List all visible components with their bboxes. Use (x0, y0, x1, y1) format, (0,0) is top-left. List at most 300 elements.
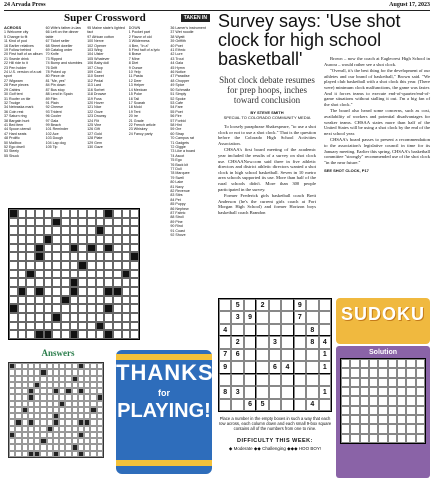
crossword-cell[interactable] (104, 322, 113, 331)
crossword-cell[interactable] (9, 235, 18, 244)
sudoku-cell[interactable] (244, 386, 256, 398)
crossword-cell[interactable] (96, 244, 105, 253)
crossword-cell[interactable] (87, 304, 96, 313)
crossword-cell[interactable] (61, 218, 70, 227)
crossword-cell[interactable] (52, 330, 61, 339)
crossword-cell[interactable] (104, 252, 113, 261)
crossword-cell[interactable] (78, 313, 87, 322)
crossword-cell[interactable] (96, 278, 105, 287)
crossword-cell[interactable] (122, 209, 131, 218)
crossword-cell[interactable] (130, 235, 139, 244)
sudoku-cell[interactable] (281, 311, 293, 323)
crossword-cell[interactable] (130, 330, 139, 339)
sudoku-cell[interactable] (306, 311, 318, 323)
crossword-cell[interactable] (61, 304, 70, 313)
crossword-cell[interactable] (130, 270, 139, 279)
crossword-cell[interactable] (18, 218, 27, 227)
crossword-cell[interactable] (87, 209, 96, 218)
crossword-cell[interactable] (87, 313, 96, 322)
crossword-cell[interactable] (35, 209, 44, 218)
crossword-cell[interactable] (35, 313, 44, 322)
crossword-clue: 60 Wife's father-in-law (45, 26, 82, 30)
crossword-cell[interactable] (61, 252, 70, 261)
crossword-cell[interactable] (122, 218, 131, 227)
crossword-cell[interactable] (52, 278, 61, 287)
crossword-grid[interactable] (8, 208, 140, 340)
crossword-cell[interactable] (18, 270, 27, 279)
banner-stripe (116, 354, 212, 360)
crossword-cell[interactable] (87, 322, 96, 331)
crossword-cell[interactable] (61, 287, 70, 296)
solution-cell (360, 424, 369, 433)
crossword-cell[interactable] (113, 218, 122, 227)
sudoku-cell[interactable] (244, 361, 256, 373)
crossword-cell[interactable] (87, 278, 96, 287)
crossword-cell[interactable] (9, 261, 18, 270)
clue-column (170, 26, 210, 238)
crossword-cell[interactable] (44, 226, 53, 235)
crossword-clue: 27 Wigwam (4, 78, 23, 83)
sudoku-cell[interactable] (231, 361, 243, 373)
crossword-clue: 74 Ascot (170, 153, 185, 158)
crossword-cell[interactable] (122, 296, 131, 305)
crossword-cell[interactable] (18, 322, 27, 331)
crossword-cell[interactable] (44, 252, 53, 261)
crossword-cell[interactable] (130, 218, 139, 227)
crossword-cell[interactable] (70, 313, 79, 322)
crossword-cell[interactable] (122, 252, 131, 261)
sudoku-cell[interactable] (281, 374, 293, 386)
crossword-cell[interactable] (52, 252, 61, 261)
crossword-cell[interactable] (113, 209, 122, 218)
sudoku-cell[interactable] (256, 361, 268, 373)
crossword-cell[interactable] (61, 244, 70, 253)
solution-cell (350, 424, 359, 433)
crossword-cell[interactable] (61, 278, 70, 287)
crossword-cell[interactable] (104, 235, 113, 244)
crossword-clue: 99 Beach (45, 122, 61, 127)
crossword-cell[interactable] (35, 235, 44, 244)
page-header (0, 0, 434, 11)
crossword-cell (61, 296, 70, 305)
crossword-cell[interactable] (61, 209, 70, 218)
sudoku-cell: 4 (319, 336, 331, 348)
crossword-cell[interactable] (70, 270, 79, 279)
crossword-cell[interactable] (104, 226, 113, 235)
crossword-cell[interactable] (52, 235, 61, 244)
sudoku-cell[interactable] (306, 349, 318, 361)
crossword-cell[interactable] (61, 261, 70, 270)
crossword-cell[interactable] (26, 330, 35, 339)
sudoku-cell[interactable] (294, 349, 306, 361)
crossword-cell[interactable] (104, 278, 113, 287)
crossword-cell[interactable] (70, 252, 79, 261)
article-deck: Shot clock debate resumes for prep hoops, inches toward conclusion (219, 75, 315, 105)
crossword-cell[interactable] (78, 244, 87, 253)
crossword-cell[interactable] (18, 235, 27, 244)
crossword-cell[interactable] (26, 313, 35, 322)
solution-cell (341, 406, 350, 415)
crossword-cell[interactable] (96, 304, 105, 313)
crossword-cell[interactable] (70, 235, 79, 244)
sudoku-cell[interactable] (294, 386, 306, 398)
crossword-cell[interactable] (87, 235, 96, 244)
crossword-cell[interactable] (87, 261, 96, 270)
crossword-clue: 78 Marquee (170, 171, 190, 176)
crossword-cell[interactable] (78, 278, 87, 287)
sudoku-cell[interactable] (269, 374, 281, 386)
sudoku-cell[interactable] (281, 349, 293, 361)
difficulty-heading: DIFFICULTY THIS WEEK: (237, 438, 313, 444)
sudoku-cell[interactable] (219, 311, 231, 323)
crossword-cell (35, 287, 44, 296)
crossword-cell[interactable] (9, 218, 18, 227)
sudoku-cell[interactable] (294, 361, 306, 373)
crossword-clue: 70 Campus rat (170, 136, 194, 141)
crossword-cell[interactable] (26, 235, 35, 244)
sudoku-cell[interactable] (256, 374, 268, 386)
crossword-cell[interactable] (35, 322, 44, 331)
crossword-cell[interactable] (26, 278, 35, 287)
crossword-cell[interactable] (44, 209, 53, 218)
crossword-cell[interactable] (44, 218, 53, 227)
crossword-cell[interactable] (44, 296, 53, 305)
crossword-cell[interactable] (9, 270, 18, 279)
crossword-cell[interactable] (113, 261, 122, 270)
difficulty-challenging: Challenging (262, 446, 286, 451)
sudoku-cell[interactable] (319, 299, 331, 311)
crossword-cell[interactable] (70, 296, 79, 305)
crossword-cell[interactable] (70, 322, 79, 331)
crossword-cell[interactable] (87, 218, 96, 227)
crossword-cell[interactable] (61, 270, 70, 279)
crossword-cell[interactable] (35, 270, 44, 279)
crossword-cell[interactable] (104, 270, 113, 279)
crossword-clue: 69 Catalog order (45, 48, 73, 53)
sudoku-cell[interactable] (319, 311, 331, 323)
crossword-cell[interactable] (52, 209, 61, 218)
sudoku-cell[interactable] (231, 399, 243, 411)
crossword-cell[interactable] (9, 330, 18, 339)
sudoku-cell[interactable] (269, 324, 281, 336)
sudoku-cell[interactable] (219, 374, 231, 386)
crossword-clue: 20 First half of an album (4, 52, 43, 57)
crossword-cell[interactable] (52, 261, 61, 270)
crossword-cell[interactable] (130, 226, 139, 235)
crossword-cell[interactable] (26, 218, 35, 227)
crossword-cell[interactable] (61, 235, 70, 244)
sudoku-cell[interactable] (244, 374, 256, 386)
crossword-cell[interactable] (44, 304, 53, 313)
crossword-cell (52, 313, 61, 322)
sudoku-cell[interactable] (306, 386, 318, 398)
crossword-cell[interactable] (122, 261, 131, 270)
sudoku-grid[interactable] (218, 298, 332, 412)
crossword-cell[interactable] (113, 235, 122, 244)
solution-cell (388, 415, 397, 424)
sudoku-cell[interactable] (281, 399, 293, 411)
sudoku-cell[interactable] (256, 324, 268, 336)
sudoku-cell[interactable] (256, 386, 268, 398)
sudoku-cell[interactable] (281, 299, 293, 311)
crossword-cell[interactable] (113, 226, 122, 235)
crossword-cell[interactable] (26, 304, 35, 313)
crossword-clue: 45 Hymn (170, 65, 185, 70)
crossword-clue: 119 Fuss (87, 96, 102, 101)
sudoku-cell[interactable] (231, 374, 243, 386)
sudoku-cell[interactable] (231, 324, 243, 336)
sudoku-cell: 3 (231, 311, 243, 323)
crossword-cell[interactable] (61, 313, 70, 322)
crossword-cell[interactable] (96, 209, 105, 218)
sudoku-cell[interactable] (219, 299, 231, 311)
crossword-cell[interactable] (96, 270, 105, 279)
sudoku-cell[interactable] (244, 324, 256, 336)
crossword-cell[interactable] (52, 226, 61, 235)
crossword-cell[interactable] (78, 226, 87, 235)
crossword-cell[interactable] (104, 218, 113, 227)
crossword-cell[interactable] (44, 261, 53, 270)
crossword-cell[interactable] (52, 270, 61, 279)
sudoku-cell[interactable] (219, 399, 231, 411)
sudoku-cell[interactable] (256, 311, 268, 323)
crossword-cell[interactable] (18, 304, 27, 313)
crossword-cell[interactable] (122, 244, 131, 253)
sudoku-cell[interactable] (319, 399, 331, 411)
sudoku-cell[interactable] (244, 336, 256, 348)
crossword-cell[interactable] (122, 330, 131, 339)
crossword-clue: 126 Gift (87, 127, 100, 132)
crossword-cell[interactable] (96, 261, 105, 270)
sudoku-cell: 3 (231, 386, 243, 398)
sudoku-cell[interactable] (256, 349, 268, 361)
crossword-cell[interactable] (35, 226, 44, 235)
clue-column (4, 26, 44, 238)
crossword-cell[interactable] (9, 244, 18, 253)
crossword-cell[interactable] (44, 270, 53, 279)
crossword-cell[interactable] (18, 244, 27, 253)
crossword-cell[interactable] (104, 296, 113, 305)
crossword-cell[interactable] (87, 252, 96, 261)
sudoku-cell[interactable] (319, 374, 331, 386)
crossword-cell[interactable] (35, 296, 44, 305)
crossword-cell[interactable] (78, 270, 87, 279)
sudoku-cell[interactable] (269, 299, 281, 311)
crossword-cell[interactable] (130, 287, 139, 296)
crossword-cell[interactable] (113, 278, 122, 287)
crossword-cell[interactable] (87, 226, 96, 235)
crossword-cell[interactable] (78, 235, 87, 244)
sudoku-cell[interactable] (294, 374, 306, 386)
crossword-cell[interactable] (96, 287, 105, 296)
crossword-cell[interactable] (26, 244, 35, 253)
sudoku-cell[interactable] (306, 299, 318, 311)
crossword-cell[interactable] (44, 278, 53, 287)
crossword-clue: 76 Drift (45, 65, 58, 70)
crossword-cell[interactable] (113, 330, 122, 339)
crossword-cell[interactable] (18, 261, 27, 270)
sudoku-cell[interactable] (269, 386, 281, 398)
crossword-cell[interactable] (9, 322, 18, 331)
crossword-cell[interactable] (122, 322, 131, 331)
crossword-cell[interactable] (122, 313, 131, 322)
crossword-cell[interactable] (9, 226, 18, 235)
crossword-cell[interactable] (26, 261, 35, 270)
crossword-cell[interactable] (96, 252, 105, 261)
crossword-cell[interactable] (9, 278, 18, 287)
crossword-cell[interactable] (9, 287, 18, 296)
crossword-cell[interactable] (87, 287, 96, 296)
crossword-cell[interactable] (113, 304, 122, 313)
crossword-cell[interactable] (96, 235, 105, 244)
crossword-cell[interactable] (61, 330, 70, 339)
crossword-clue: 37 Saturn ring (4, 114, 27, 119)
sudoku-cell[interactable] (306, 374, 318, 386)
crossword-cell[interactable] (78, 330, 87, 339)
crossword-clue: 47 Hard seats (4, 131, 27, 136)
sudoku-cell[interactable] (219, 336, 231, 348)
sudoku-cell[interactable] (256, 336, 268, 348)
crossword-cell[interactable] (122, 304, 131, 313)
crossword-cell[interactable] (130, 296, 139, 305)
solution-cell (416, 368, 425, 377)
crossword-cell[interactable] (113, 270, 122, 279)
crossword-cell[interactable] (130, 313, 139, 322)
crossword-cell[interactable] (44, 244, 53, 253)
crossword-cell[interactable] (52, 304, 61, 313)
crossword-cell[interactable] (44, 322, 53, 331)
sudoku-cell[interactable] (244, 349, 256, 361)
crossword-cell[interactable] (52, 296, 61, 305)
crossword-cell[interactable] (70, 209, 79, 218)
solution-cell (341, 359, 350, 368)
crossword-cell[interactable] (113, 313, 122, 322)
crossword-cell[interactable] (9, 313, 18, 322)
crossword-cell[interactable] (18, 296, 27, 305)
crossword-cell[interactable] (122, 287, 131, 296)
crossword-cell[interactable] (122, 226, 131, 235)
byline-org: SPECIAL TO COLORADO COMMUNITY MEDIA (223, 115, 311, 120)
sudoku-cell[interactable] (294, 324, 306, 336)
crossword-cell[interactable] (70, 226, 79, 235)
solution-cell (369, 396, 378, 405)
solution-cell (360, 434, 369, 443)
crossword-cell[interactable] (78, 296, 87, 305)
crossword-cell[interactable] (26, 252, 35, 261)
crossword-cell[interactable] (130, 244, 139, 253)
crossword-cell[interactable] (26, 296, 35, 305)
crossword-cell[interactable] (122, 278, 131, 287)
crossword-cell[interactable] (52, 287, 61, 296)
crossword-cell[interactable] (96, 296, 105, 305)
crossword-clue: 22 Hill ride to it (4, 61, 28, 66)
crossword-cell[interactable] (61, 226, 70, 235)
crossword-cell[interactable] (87, 296, 96, 305)
sudoku-cell[interactable] (281, 324, 293, 336)
crossword-cell[interactable] (96, 313, 105, 322)
crossword-cell[interactable] (26, 287, 35, 296)
crossword-cell[interactable] (113, 244, 122, 253)
crossword-cell[interactable] (122, 235, 131, 244)
crossword-cell[interactable] (78, 209, 87, 218)
sudoku-cell[interactable] (294, 399, 306, 411)
crossword-cell[interactable] (18, 278, 27, 287)
crossword-cell[interactable] (113, 296, 122, 305)
sudoku-cell[interactable] (319, 324, 331, 336)
crossword-clue: 130 Gaze (87, 144, 103, 149)
crossword-cell[interactable] (104, 313, 113, 322)
crossword-cell[interactable] (26, 209, 35, 218)
crossword-cell[interactable] (70, 304, 79, 313)
crossword-cell[interactable] (26, 322, 35, 331)
crossword-cell[interactable] (130, 322, 139, 331)
crossword-cell[interactable] (18, 226, 27, 235)
crossword-cell[interactable] (96, 330, 105, 339)
sudoku-cell[interactable] (269, 311, 281, 323)
crossword-cell[interactable] (113, 322, 122, 331)
crossword-cell[interactable] (26, 226, 35, 235)
crossword-cell[interactable] (70, 218, 79, 227)
crossword-cell[interactable] (18, 209, 27, 218)
crossword-cell[interactable] (78, 287, 87, 296)
solution-cell (388, 368, 397, 377)
crossword-cell[interactable] (9, 252, 18, 261)
crossword-clue: 53 Steely (4, 149, 19, 154)
crossword-cell[interactable] (35, 278, 44, 287)
crossword-clue: 83 Stirs (170, 193, 183, 198)
solution-cell (360, 359, 369, 368)
crossword-cell[interactable] (78, 218, 87, 227)
crossword-cell[interactable] (78, 304, 87, 313)
crossword-cell[interactable] (35, 261, 44, 270)
crossword-cell[interactable] (35, 304, 44, 313)
crossword-clue: 56 Fire (170, 114, 182, 119)
crossword-cell[interactable] (44, 313, 53, 322)
sudoku-cell[interactable] (281, 386, 293, 398)
crossword-cell[interactable] (9, 296, 18, 305)
crossword-cell[interactable] (78, 252, 87, 261)
sudoku-cell[interactable] (269, 349, 281, 361)
crossword-cell[interactable] (104, 261, 113, 270)
crossword-cell[interactable] (130, 278, 139, 287)
crossword-cell[interactable] (96, 218, 105, 227)
crossword-cell[interactable] (44, 287, 53, 296)
crossword-cell[interactable] (61, 322, 70, 331)
crossword-cell[interactable] (87, 330, 96, 339)
sudoku-cell[interactable] (281, 336, 293, 348)
crossword-cell[interactable] (113, 252, 122, 261)
crossword-cell[interactable] (18, 330, 27, 339)
sudoku-cell[interactable] (244, 299, 256, 311)
crossword-clue: 78 Poked up (45, 70, 66, 75)
crossword-cell[interactable] (52, 322, 61, 331)
crossword-cell[interactable] (70, 261, 79, 270)
crossword-cell[interactable] (78, 322, 87, 331)
crossword-cell[interactable] (130, 304, 139, 313)
sudoku-cell[interactable] (306, 361, 318, 373)
article-jump-link[interactable]: SEE SHOT CLOCK, P17 (324, 168, 369, 174)
crossword-cell[interactable] (130, 209, 139, 218)
crossword-cell[interactable] (52, 244, 61, 253)
crossword-cell[interactable] (35, 218, 44, 227)
sudoku-cell[interactable] (294, 336, 306, 348)
crossword-cell[interactable] (87, 270, 96, 279)
crossword-clue: 90 Rind (170, 224, 183, 229)
sudoku-cell[interactable] (269, 399, 281, 411)
crossword-cell[interactable] (18, 313, 27, 322)
crossword-cell[interactable] (18, 252, 27, 261)
crossword-cell[interactable] (130, 261, 139, 270)
